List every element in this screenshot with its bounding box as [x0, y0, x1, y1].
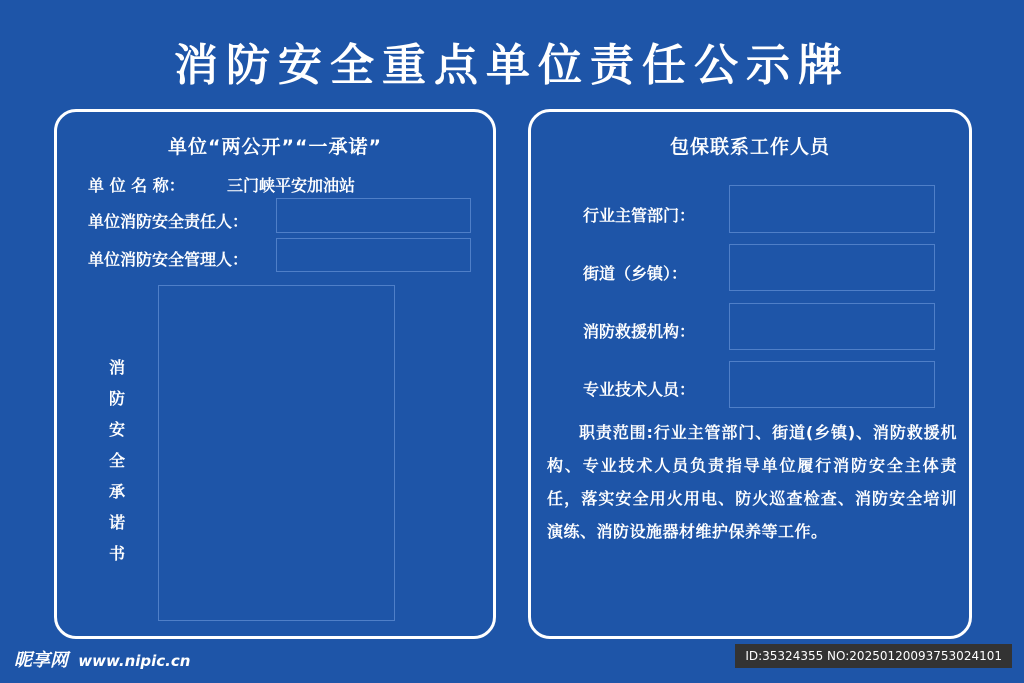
industry-department-field [729, 185, 935, 233]
contact-staff-panel [528, 109, 972, 639]
unit-commitment-heading: 单位“两公开”“一承诺” [168, 136, 382, 158]
sign-title: 消防安全重点单位责任公示牌 [174, 40, 850, 91]
unit-name-label: 单 位 名 称： [88, 176, 185, 195]
fire-safety-manager-field [276, 238, 471, 272]
industry-department-label: 行业主管部门： [583, 206, 696, 225]
commitment-letter-area [158, 285, 395, 621]
fire-responsible-person-field [276, 198, 471, 233]
street-township-field [729, 244, 935, 291]
technical-staff-label: 专业技术人员： [583, 380, 696, 399]
watermark-logo-text: 昵享网 [14, 650, 68, 671]
image-id-badge: ID:35324355 NO:20250120093753024101 [735, 644, 1012, 668]
unit-name-value: 三门峡平安加油站 [227, 176, 356, 195]
duty-scope-text: 职责范围:行业主管部门、街道(乡镇)、消防救援机构、专业技术人员负责指导单位履行消防安全主体责任，落实安全用火用电、防火巡查检查、消防安全培训演练、消防设施器材维护保养等工作。 [547, 423, 957, 541]
fire-rescue-agency-field [729, 303, 935, 350]
watermark-logo [14, 646, 190, 672]
street-township-label: 街道（乡镇）： [583, 264, 688, 283]
fire-safety-manager-label: 单位消防安全管理人： [88, 250, 249, 269]
technical-staff-field [729, 361, 935, 408]
fire-responsible-person-label: 单位消防安全责任人： [88, 212, 249, 231]
unit-commitment-panel [54, 109, 496, 639]
watermark-site: www.nipic.cn [78, 652, 191, 670]
commitment-letter-label: 消 防 安 全 承 诺 书 [108, 358, 125, 563]
fire-rescue-agency-label: 消防救援机构： [583, 322, 696, 341]
contact-staff-heading: 包保联系工作人员 [669, 136, 830, 158]
